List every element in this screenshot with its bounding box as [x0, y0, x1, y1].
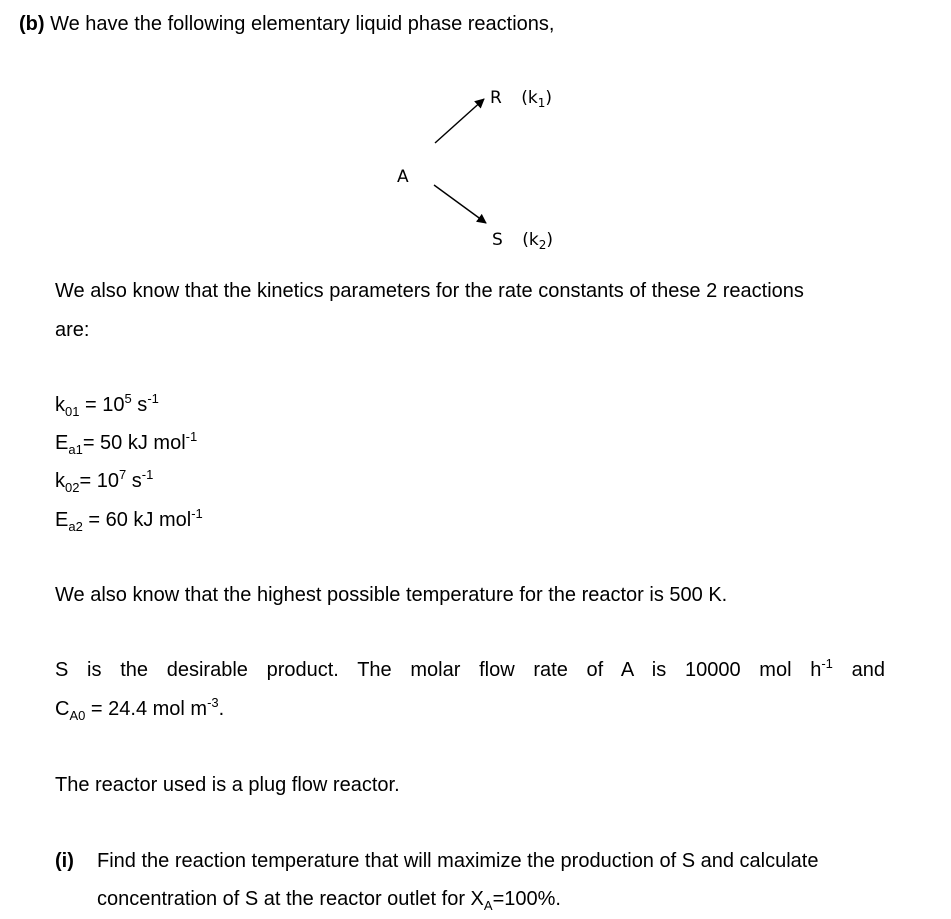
kinetics-intro-line1: We also know that the kinetics parameters for the rate constants of these 2 reactions [55, 280, 804, 302]
param-k02: $k_{02}= 10^7$ $s^{-1}$ [55, 467, 154, 495]
desirable-product-line2: $C_{A0} = 24.4$ mol $m^{-3}$. [55, 695, 225, 723]
reactor-type-text: The reactor used is a plug flow reactor. [55, 774, 400, 796]
product-s [492, 230, 553, 250]
product-s-label: S [492, 230, 503, 250]
reactant-a: A [397, 167, 409, 187]
question-i-line2: concentration of S at the reactor outlet for $X_A=100\%$. [97, 888, 561, 913]
part-b-label: (b) [19, 13, 45, 35]
arrow-to-s [434, 185, 486, 223]
param-ea2: $E_{a2} = 60$ kJ mol$^{-1}$ [55, 506, 203, 534]
product-r-label: R [490, 88, 502, 108]
param-k01: $k_{01} = 10^5$ $s^{-1}$ [55, 391, 159, 419]
max-temperature-text: We also know that the highest possible temperature for the reactor is 500 K. [55, 584, 728, 606]
arrow-to-r [435, 99, 484, 143]
desirable-product-line1: S is the desirable product. The molar flow rate of A is 10000 mol $h^{-1}$ and [55, 656, 885, 681]
param-ea1: $E_{a1}= 50$ kJ mol$^{-1}$ [55, 429, 198, 457]
kinetics-intro-line2: are: [55, 319, 90, 341]
product-r [490, 88, 552, 108]
rate-constant-k1: $(k_1)$ [521, 88, 552, 110]
rate-constant-k2: $(k_2)$ [522, 230, 553, 252]
question-i-label: (i) [55, 850, 74, 872]
question-i-line1: Find the reaction temperature that will maximize the production of S and calculate [97, 850, 819, 872]
part-b-intro: We have the following elementary liquid phase reactions, [50, 13, 555, 35]
